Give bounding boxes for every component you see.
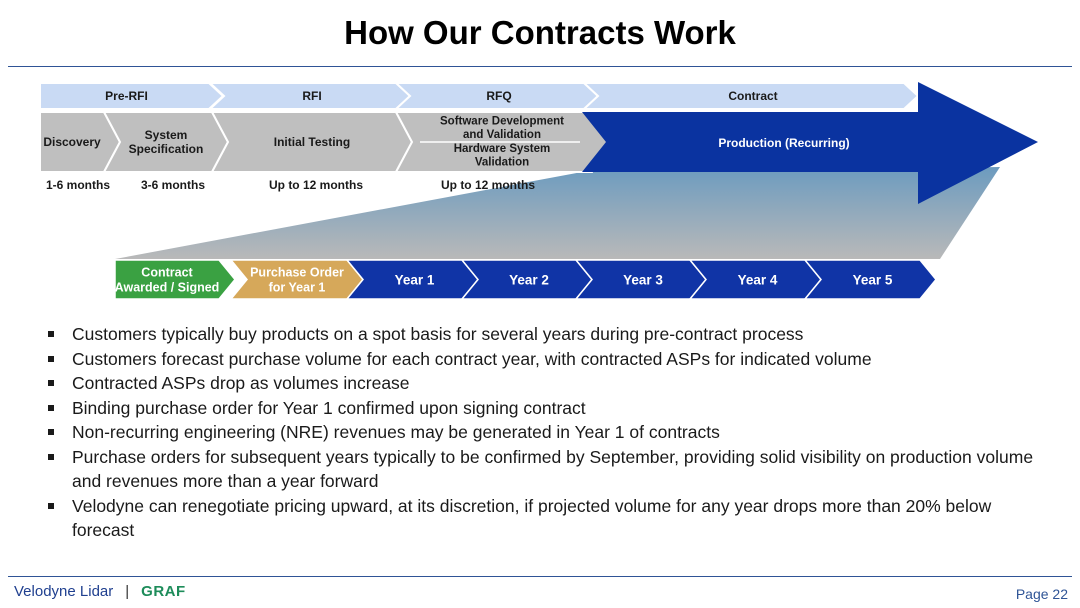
page-number: Page 22: [1015, 586, 1068, 602]
stage-label: Discovery: [43, 135, 101, 149]
bullet-item: Velodyne can renegotiate pricing upward, at its discretion, if projected volume for any year drops more than 20% below forecast: [48, 494, 1038, 543]
timeline-label: Year 1: [394, 272, 435, 288]
bullet-item: Customers typically buy products on a spot basis for several years during pre-contract process: [48, 322, 1038, 347]
stage-duration: 3-6 months: [140, 178, 206, 192]
bullet-item: Non-recurring engineering (NRE) revenues may be generated in Year 1 of contracts: [48, 420, 1038, 445]
bullet-item: Contracted ASPs drop as volumes increase: [48, 371, 1038, 396]
page-title: How Our Contracts Work: [344, 14, 736, 51]
timeline-label: Year 2: [509, 272, 549, 288]
timeline-label: Year 3: [623, 272, 663, 288]
stage-label: System: [144, 127, 188, 142]
stage-duration: Up to 12 months: [440, 178, 536, 192]
timeline-label: Contract: [141, 265, 193, 280]
timeline-label: Purchase Order: [250, 265, 344, 280]
bullet-item: Purchase orders for subsequent years typically to be confirmed by September, providing solid visibility on production volume and revenues more than a year forward: [48, 445, 1038, 494]
velodyne-logo: Velodyne Lidar: [14, 583, 114, 600]
footer-brand: [14, 583, 186, 600]
graf-logo: GRAF: [141, 583, 186, 600]
stage-label: Specification: [128, 142, 204, 157]
bullet-item: Binding purchase order for Year 1 confirmed upon signing contract: [48, 396, 1038, 421]
stage-label: and Validation: [463, 129, 541, 142]
bullet-list: [48, 322, 1038, 543]
footer-divider: [8, 576, 1072, 577]
stage-duration: Up to 12 months: [268, 178, 364, 192]
stage-label: Validation: [474, 156, 530, 169]
stage-duration: 1-6 months: [45, 178, 111, 192]
timeline-label: Year 4: [737, 272, 778, 288]
stage-label: Hardware System: [453, 142, 551, 155]
timeline-label: Awarded / Signed: [114, 280, 220, 295]
phase-label: RFQ: [486, 89, 512, 103]
connector-shape: [115, 167, 1000, 259]
production-label: Production (Recurring): [718, 136, 850, 150]
footer-separator: |: [125, 583, 130, 600]
phase-label: Pre-RFI: [105, 89, 148, 103]
timeline-label: Year 5: [852, 272, 893, 288]
phase-label: Contract: [728, 89, 778, 103]
stage-label: Software Development: [440, 115, 564, 128]
bullet-item: Customers forecast purchase volume for each contract year, with contracted ASPs for indicated volume: [48, 347, 1038, 372]
timeline-label: for Year 1: [268, 280, 326, 295]
phase-label: RFI: [302, 89, 322, 103]
stage-label: Initial Testing: [273, 135, 351, 149]
